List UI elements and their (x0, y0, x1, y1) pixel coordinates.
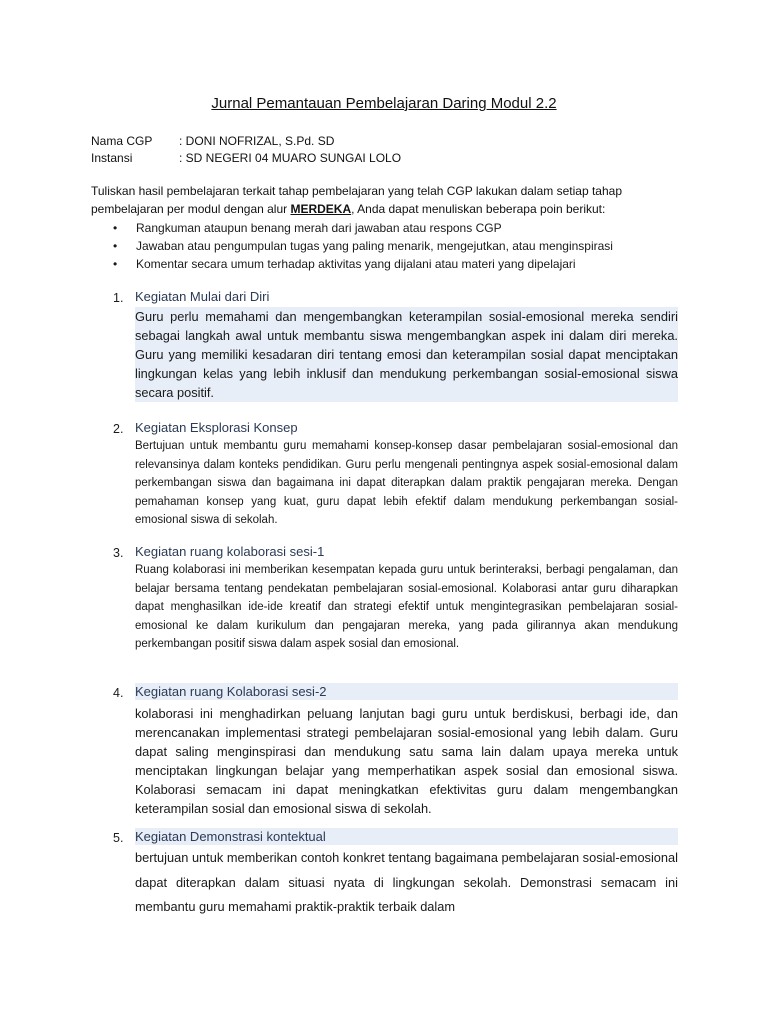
bullet-text: Jawaban atau pengumpulan tugas yang paling menarik, mengejutkan, atau menginspirasi (136, 239, 613, 253)
institution-label: Instansi (91, 151, 133, 165)
section-number: 3. (113, 546, 124, 560)
institution-value: : SD NEGERI 04 MUARO SUNGAI LOLO (179, 151, 402, 165)
section-heading: Kegiatan ruang kolaborasi sesi-1 (135, 544, 325, 559)
intro-text-1: Tuliskan hasil pembelajaran terkait tahap pembelajaran yang telah CGP lakukan dalam setiap tahap pembelajaran per modul dengan alur (91, 184, 622, 216)
bullet-dot-icon: • (113, 239, 118, 253)
section-heading: Kegiatan Mulai dari Diri (135, 289, 270, 304)
section-body: Guru perlu memahami dan mengembangkan keterampilan sosial-emosional mereka sendiri sebagai langkah awal untuk membantu siswa mengembangkan aspek ini dalam diri mereka. Guru yang memiliki kesadaran diri tentang emosi dan keterampilan sosial dapat menciptakan lingkungan kelas yang lebih inklusif dan mendukung perkembangan sosial-emosional siswa secara positif. (135, 309, 678, 400)
name-label: Nama CGP (91, 134, 153, 148)
section-number: 1. (113, 291, 124, 305)
bullet-item (113, 219, 683, 237)
bullet-item (113, 237, 683, 255)
bullet-item (113, 255, 683, 273)
section-body: Bertujuan untuk membantu guru memahami konsep-konsep dasar pembelajaran sosial-emosional dan relevansinya dalam konteks pendidikan. Guru perlu mengenali pentingnya aspek sosial-emosional dalam perkembangan siswa dan bagaimana ini dapat diterapkan dalam praktik pengajaran mereka. Dengan pemahaman konsep yang kuat, guru dapat lebih efektif dalam mendukung perkembangan sosial-emosional siswa di sekolah. (135, 440, 678, 526)
page-title: Jurnal Pemantauan Pembelajaran Daring Modul 2.2 (211, 95, 557, 112)
guidance-bullet-list (113, 219, 683, 273)
identity-institution-row (91, 151, 401, 165)
identity-name-row (91, 134, 334, 148)
section-number: 4. (113, 686, 124, 700)
bullet-text: Rangkuman ataupun benang merah dari jawaban atau respons CGP (136, 221, 502, 235)
bullet-dot-icon: • (113, 257, 118, 271)
bullet-dot-icon: • (113, 221, 118, 235)
name-value: : DONI NOFRIZAL, S.Pd. SD (179, 134, 335, 148)
section-number: 2. (113, 422, 124, 436)
section-body: Ruang kolaborasi ini memberikan kesempatan kepada guru untuk berinteraksi, berbagi pengalaman, dan belajar bersama tentang pendekatan pembelajaran sosial-emosional. Kolaborasi antar guru diharapkan dapat menghasilkan ide-ide kreatif dan strategi efektif untuk mengintegrasikan pembelajaran sosial-emosional ke dalam kurikulum dan pengajaran mereka, yang pada gilirannya akan mendukung perkembangan positif siswa dalam aspek sosial dan emosional. (135, 564, 678, 650)
section-heading: Kegiatan Eksplorasi Konsep (135, 420, 298, 435)
section-body: kolaborasi ini menghadirkan peluang lanjutan bagi guru untuk berdiskusi, berbagi ide, dan merencanakan implementasi strategi pembelajaran sosial-emosional yang lebih dalam. Guru dapat saling menginspirasi dan mendukung satu sama lain dalam upaya mereka untuk menciptakan lingkungan belajar yang memperhatikan aspek sosial dan emosional siswa. Kolaborasi semacam ini dapat meningkatkan efektivitas guru dalam mengembangkan keterampilan sosial dan emosional siswa di sekolah. (135, 706, 678, 816)
bullet-text: Komentar secara umum terhadap aktivitas yang dijalani atau materi yang dipelajari (136, 257, 576, 271)
intro-paragraph (91, 182, 681, 218)
merdeka-keyword: MERDEKA (290, 202, 352, 216)
intro-text-2: , Anda dapat menuliskan beberapa poin berikut: (351, 202, 606, 216)
section-number: 5. (113, 831, 124, 845)
section-body: bertujuan untuk memberikan contoh konkret tentang bagaimana pembelajaran sosial-emosional dapat diterapkan dalam situasi nyata di lingkungan sekolah. Demonstrasi semacam ini membantu guru memahami praktik-praktik terbaik dalam (135, 850, 678, 914)
section-heading: Kegiatan Demonstrasi kontektual (135, 828, 678, 845)
section-heading: Kegiatan ruang Kolaborasi sesi-2 (135, 683, 678, 700)
